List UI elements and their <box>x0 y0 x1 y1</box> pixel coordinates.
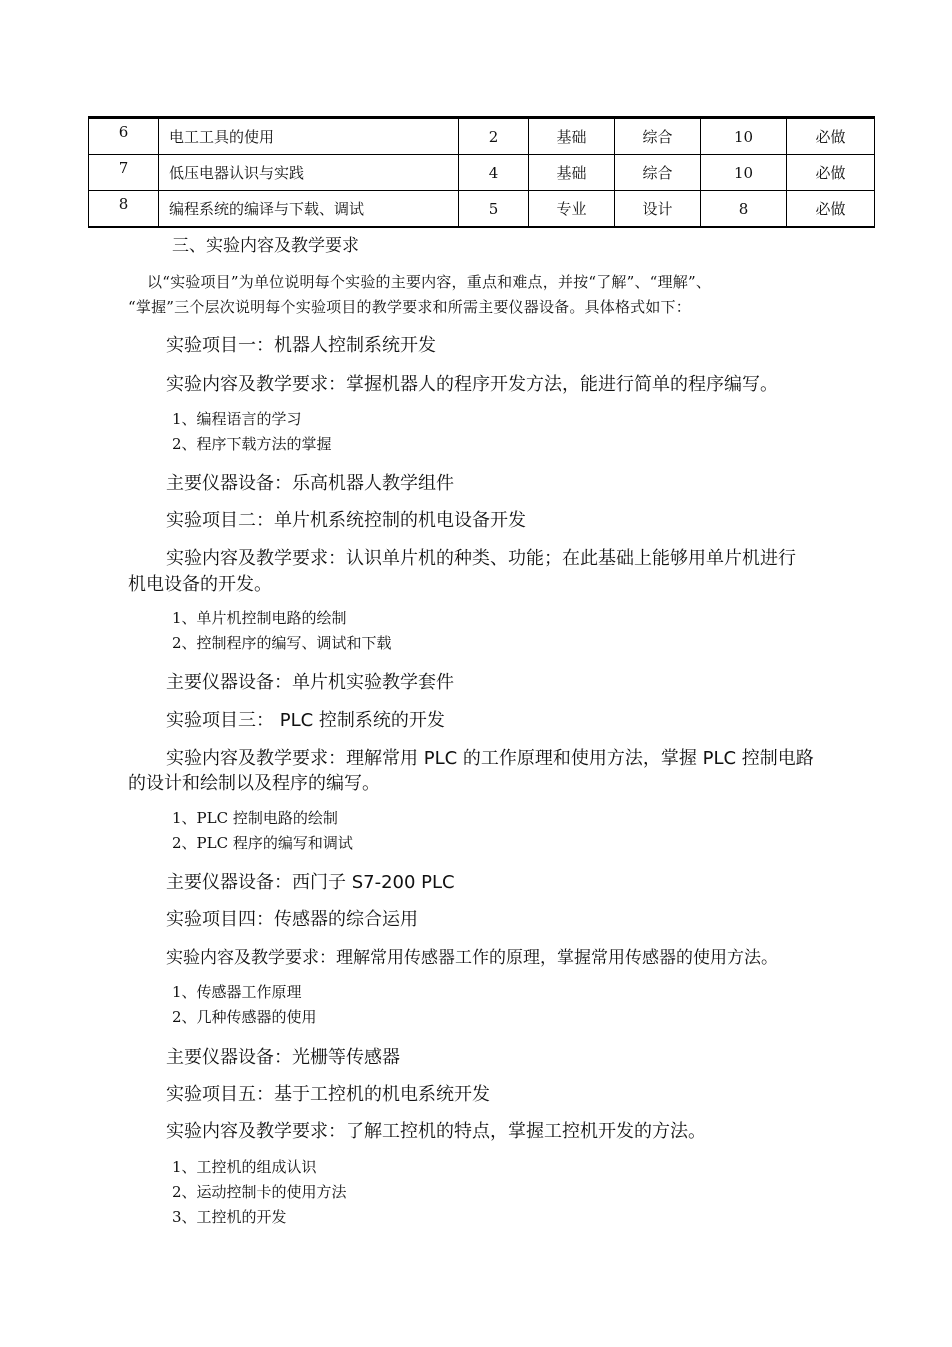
list-item: 1、PLC 控制电路的绘制 <box>172 809 338 827</box>
project-requirement: 实验内容及教学要求：认识单片机的种类、功能；在此基础上能够用单片机进行 <box>166 548 796 569</box>
list-item: 2、几种传感器的使用 <box>172 1008 317 1026</box>
cell-type: 设计 <box>615 191 701 228</box>
table-row <box>89 155 875 191</box>
project-title: 实验项目五：基于工控机的机电系统开发 <box>166 1084 490 1105</box>
cell-category: 基础 <box>529 118 615 155</box>
list-item: 3、工控机的开发 <box>172 1208 287 1226</box>
project-title: 实验项目一：机器人控制系统开发 <box>166 335 436 356</box>
list-item: 2、程序下载方法的掌握 <box>172 435 332 453</box>
section-heading: 三、实验内容及教学要求 <box>172 236 359 256</box>
intro-line: “掌握”三个层次说明每个实验项目的教学要求和所需主要仪器设备。具体格式如下： <box>128 298 691 316</box>
cell-hours: 4 <box>459 155 529 191</box>
project-title: 实验项目三： PLC 控制系统的开发 <box>166 710 445 731</box>
cell-category: 专业 <box>529 191 615 228</box>
project-requirement: 实验内容及教学要求：了解工控机的特点，掌握工控机开发的方法。 <box>166 1121 706 1142</box>
project-title: 实验项目二：单片机系统控制的机电设备开发 <box>166 510 526 531</box>
cell-hours: 2 <box>459 118 529 155</box>
list-item: 2、控制程序的编写、调试和下载 <box>172 634 392 652</box>
project-title: 实验项目四：传感器的综合运用 <box>166 909 418 930</box>
cell-req: 必做 <box>787 191 875 228</box>
project-requirement: 实验内容及教学要求：理解常用传感器工作的原理，掌握常用传感器的使用方法。 <box>166 948 778 968</box>
cell-name: 低压电器认识与实践 <box>159 155 459 191</box>
list-item: 2、PLC 程序的编写和调试 <box>172 834 353 852</box>
project-equipment: 主要仪器设备：单片机实验教学套件 <box>166 672 454 693</box>
cell-type: 综合 <box>615 155 701 191</box>
list-item: 1、单片机控制电路的绘制 <box>172 609 347 627</box>
cell-hours: 5 <box>459 191 529 228</box>
experiment-table <box>88 116 875 228</box>
cell-req: 必做 <box>787 118 875 155</box>
cell-req: 必做 <box>787 155 875 191</box>
list-item: 1、编程语言的学习 <box>172 410 302 428</box>
project-requirement-cont: 机电设备的开发。 <box>128 574 272 595</box>
cell-no: 8 <box>89 191 159 228</box>
list-item: 1、工控机的组成认识 <box>172 1158 317 1176</box>
list-item: 1、传感器工作原理 <box>172 983 302 1001</box>
intro-line: 以“实验项目”为单位说明每个实验的主要内容，重点和难点，并按“了解”、“理解”、 <box>147 273 712 291</box>
project-requirement: 实验内容及教学要求：理解常用 PLC 的工作原理和使用方法，掌握 PLC 控制电路 <box>166 748 814 769</box>
cell-count: 10 <box>701 155 787 191</box>
cell-category: 基础 <box>529 155 615 191</box>
cell-no: 6 <box>89 118 159 155</box>
cell-name: 电工工具的使用 <box>159 118 459 155</box>
cell-name: 编程系统的编译与下载、调试 <box>159 191 459 228</box>
table-row <box>89 118 875 155</box>
cell-no: 7 <box>89 155 159 191</box>
list-item: 2、运动控制卡的使用方法 <box>172 1183 347 1201</box>
project-requirement-cont: 的设计和绘制以及程序的编写。 <box>128 773 380 794</box>
cell-count: 8 <box>701 191 787 228</box>
project-equipment: 主要仪器设备：乐高机器人教学组件 <box>166 473 454 494</box>
table-row <box>89 191 875 228</box>
project-equipment: 主要仪器设备：西门子 S7-200 PLC <box>166 872 455 893</box>
project-requirement: 实验内容及教学要求：掌握机器人的程序开发方法，能进行简单的程序编写。 <box>166 374 778 395</box>
cell-type: 综合 <box>615 118 701 155</box>
cell-count: 10 <box>701 118 787 155</box>
project-equipment: 主要仪器设备：光栅等传感器 <box>166 1047 400 1068</box>
